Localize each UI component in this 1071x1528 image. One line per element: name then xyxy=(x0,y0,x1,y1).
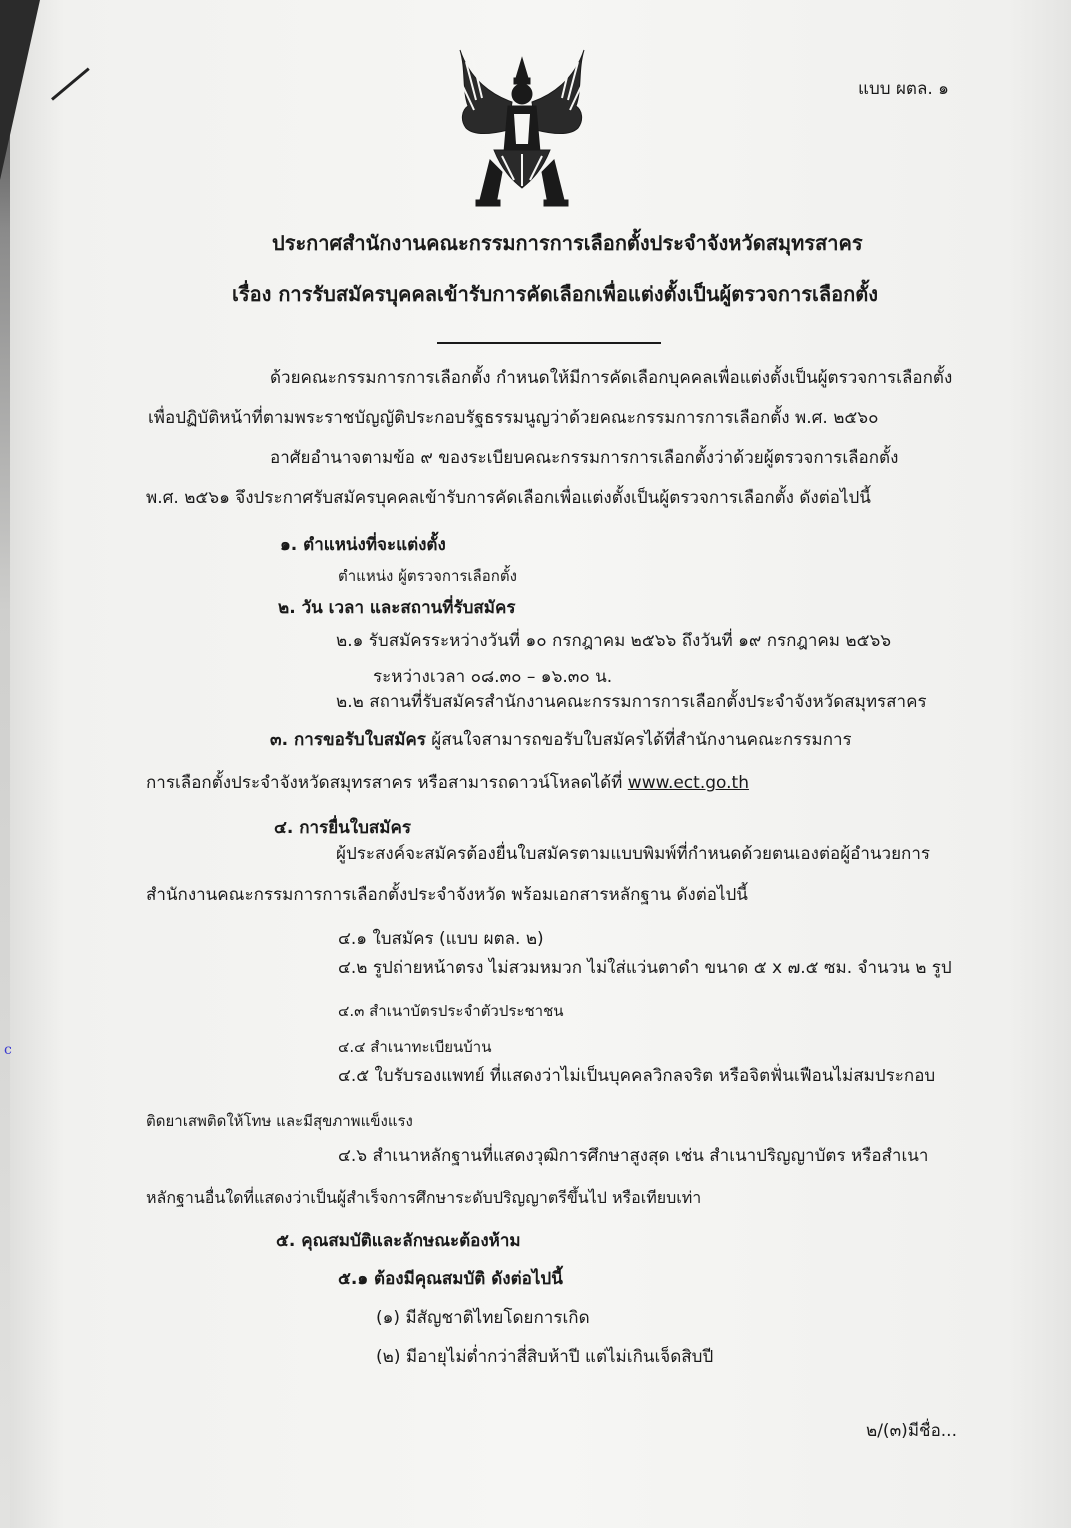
intro-paragraph-2-line-1: อาศัยอำนาจตามข้อ ๙ ของระเบียบคณะกรรมการการเลือกตั้งว่าด้วยผู้ตรวจการเลือกตั้ง xyxy=(270,448,899,468)
section-4-item-4: ๔.๔ สำเนาทะเบียนบ้าน xyxy=(338,1038,492,1056)
section-3-heading: ๓. การขอรับใบสมัคร xyxy=(270,730,426,750)
page-edge-shadow xyxy=(0,0,10,1528)
section-4-item-3: ๔.๓ สำเนาบัตรประจำตัวประชาชน xyxy=(338,1002,564,1020)
qualification-1: (๑) มีสัญชาติไทยโดยการเกิด xyxy=(376,1308,590,1328)
section-4-item-6-line-1: ๔.๖ สำเนาหลักฐานที่แสดงวุฒิการศึกษาสูงสุด เช่น สำเนาปริญญาบัตร หรือสำเนา xyxy=(338,1146,929,1166)
pen-stroke xyxy=(51,67,90,100)
section-2-item-2: ๒.๒ สถานที่รับสมัครสำนักงานคณะกรรมการการเลือกตั้งประจำจังหวัดสมุทรสาคร xyxy=(336,692,927,712)
form-code: แบบ ผตล. ๑ xyxy=(858,79,949,99)
intro-paragraph-1-line-1: ด้วยคณะกรรมการการเลือกตั้ง กำหนดให้มีการคัดเลือกบุคคลเพื่อแต่งตั้งเป็นผู้ตรวจการเลือกตั้ง xyxy=(270,368,953,388)
title-divider xyxy=(437,342,661,344)
corner-shadow xyxy=(0,0,40,180)
qualification-2: (๒) มีอายุไม่ต่ำกว่าสี่สิบห้าปี แต่ไม่เกินเจ็ดสิบปี xyxy=(376,1347,714,1367)
section-3-line-1 xyxy=(270,729,852,751)
margin-mark: c xyxy=(4,1042,12,1058)
section-4-item-6-line-2: หลักฐานอื่นใดที่แสดงว่าเป็นผู้สำเร็จการศึกษาระดับปริญญาตรีขึ้นไป หรือเทียบเท่า xyxy=(146,1188,702,1207)
section-5-heading: ๕. คุณสมบัติและลักษณะต้องห้าม xyxy=(276,1231,521,1251)
section-4-paragraph-line-2: สำนักงานคณะกรรมการการเลือกตั้งประจำจังหวัด พร้อมเอกสารหลักฐาน ดังต่อไปนี้ xyxy=(146,885,748,905)
section-1-body: ตำแหน่ง ผู้ตรวจการเลือกตั้ง xyxy=(338,567,517,585)
intro-paragraph-1-line-2: เพื่อปฏิบัติหน้าที่ตามพระราชบัญญัติประกอบรัฐธรรมนูญว่าด้วยคณะกรรมการการเลือกตั้ง พ.ศ. ๒๕๖๐ xyxy=(148,408,879,428)
section-2-item-1-time: ระหว่างเวลา ๐๘.๓๐ – ๑๖.๓๐ น. xyxy=(373,667,613,687)
section-3-text-2: การเลือกตั้งประจำจังหวัดสมุทรสาคร หรือสามารถดาวน์โหลดได้ที่ xyxy=(146,773,628,793)
section-4-heading: ๔. การยื่นใบสมัคร xyxy=(274,818,411,838)
section-4-paragraph-line-1: ผู้ประสงค์จะสมัครต้องยื่นใบสมัครตามแบบพิมพ์ที่กำหนดด้วยตนเองต่อผู้อำนวยการ xyxy=(336,844,931,864)
section-4-item-5-line-1: ๔.๕ ใบรับรองแพทย์ ที่แสดงว่าไม่เป็นบุคคลวิกลจริต หรือจิตฟั่นเฟือนไม่สมประกอบ xyxy=(338,1066,936,1086)
section-3-text: ผู้สนใจสามารถขอรับใบสมัครได้ที่สำนักงานคณะกรรมการ xyxy=(425,730,852,750)
continued-on-next-page: ๒/(๓)มีชื่อ... xyxy=(866,1421,957,1441)
section-2-item-1: ๒.๑ รับสมัครระหว่างวันที่ ๑๐ กรกฎาคม ๒๕๖๖ ถึงวันที่ ๑๙ กรกฎาคม ๒๕๖๖ xyxy=(336,631,892,651)
section-5-subheading: ๕.๑ ต้องมีคุณสมบัติ ดังต่อไปนี้ xyxy=(338,1269,563,1289)
garuda-emblem-icon xyxy=(452,40,592,210)
announcement-title: ประกาศสำนักงานคณะกรรมการการเลือกตั้งประจำจังหวัดสมุทรสาคร xyxy=(272,231,863,255)
announcement-subject: เรื่อง การรับสมัครบุคคลเข้ารับการคัดเลือกเพื่อแต่งตั้งเป็นผู้ตรวจการเลือกตั้ง xyxy=(232,282,878,306)
section-4-item-5-line-2: ติดยาเสพติดให้โทษ และมีสุขภาพแข็งแรง xyxy=(146,1112,413,1130)
section-4-item-2: ๔.๒ รูปถ่ายหน้าตรง ไม่สวมหมวก ไม่ใส่แว่นตาดำ ขนาด ๕ x ๗.๕ ซม. จำนวน ๒ รูป xyxy=(338,958,952,978)
section-1-heading: ๑. ตำแหน่งที่จะแต่งตั้ง xyxy=(280,535,446,555)
section-4-item-1: ๔.๑ ใบสมัคร (แบบ ผตล. ๒) xyxy=(338,929,544,949)
ect-website-link[interactable]: www.ect.go.th xyxy=(627,773,749,793)
intro-paragraph-2-line-2: พ.ศ. ๒๕๖๑ จึงประกาศรับสมัครบุคคลเข้ารับการคัดเลือกเพื่อแต่งตั้งเป็นผู้ตรวจการเลือกตั้ง ดังต่อไปนี้ xyxy=(146,488,871,508)
section-2-heading: ๒. วัน เวลา และสถานที่รับสมัคร xyxy=(278,598,516,618)
section-3-line-2 xyxy=(146,772,749,794)
